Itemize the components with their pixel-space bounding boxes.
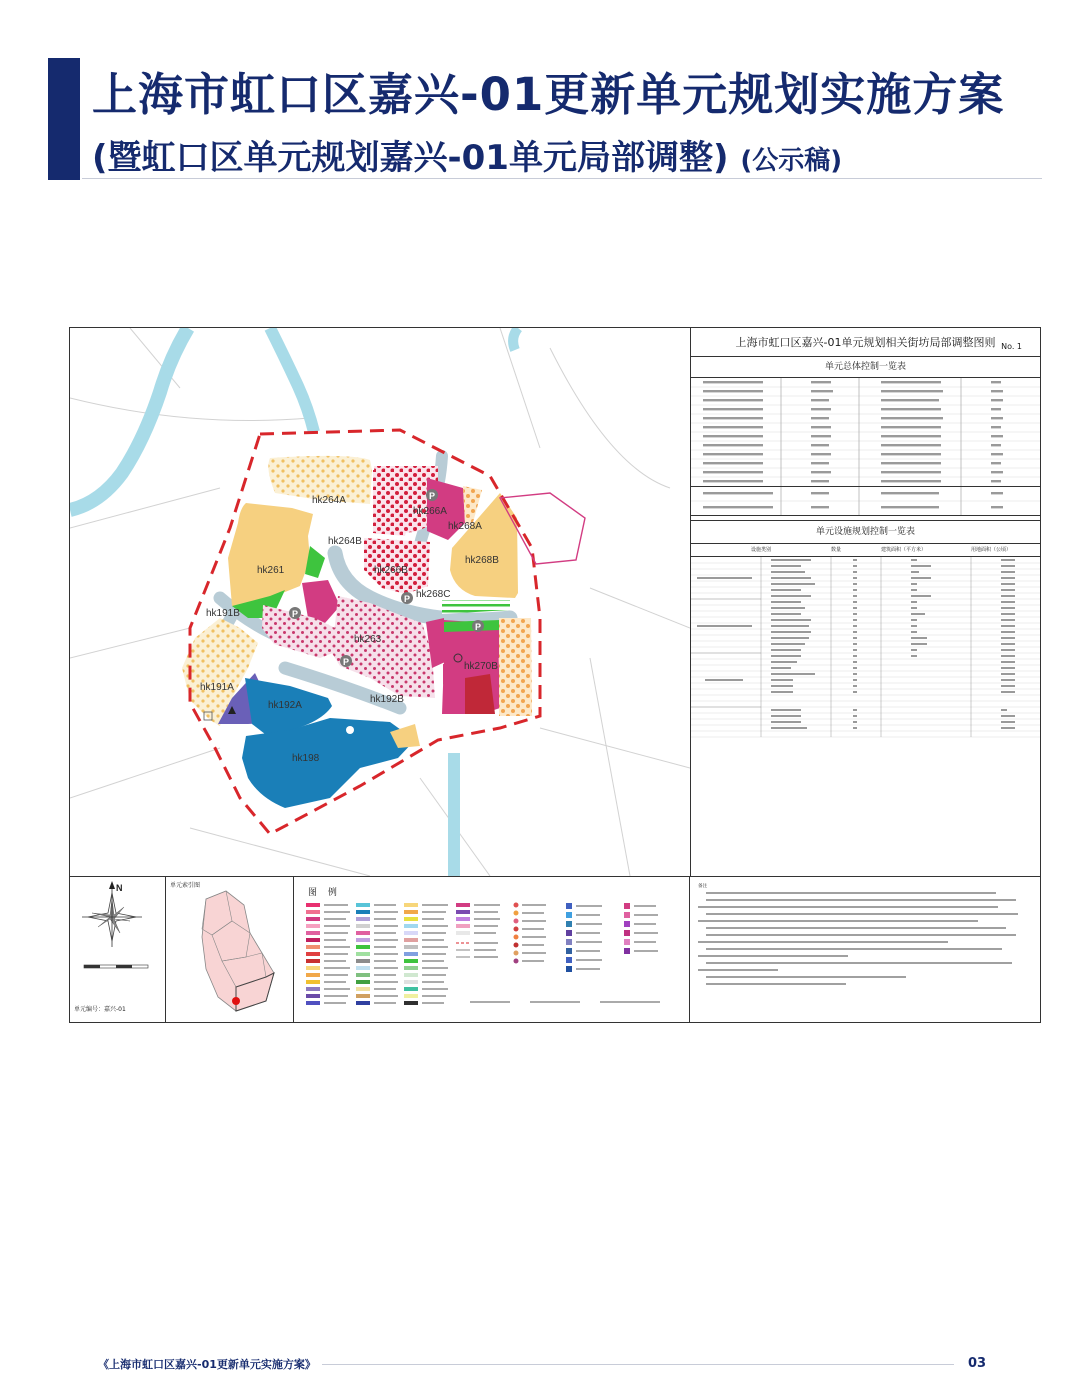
legend-title: 图 例 xyxy=(308,888,341,898)
canal-west xyxy=(70,328,188,510)
facility-table xyxy=(691,557,1040,751)
canal-north xyxy=(270,328,314,432)
plot-label-hk263: hk263 xyxy=(354,634,382,645)
parking-label: P xyxy=(404,594,411,604)
compass-panel xyxy=(70,877,166,1023)
parking-label: P xyxy=(429,491,436,501)
plot-label-hk264a: hk264A xyxy=(312,495,346,506)
control-table xyxy=(691,378,1040,487)
panel-title-text: 上海市虹口区嘉兴-01单元规划相关街坊局部调整图则 xyxy=(735,336,996,349)
control-table-extra xyxy=(691,487,1040,516)
footer-divider xyxy=(322,1364,954,1365)
facility-col-floor-area: 建筑面积（平方米） xyxy=(881,547,927,553)
unit-code: 单元编号：嘉兴-01 xyxy=(74,1006,126,1013)
page-title: 上海市虹口区嘉兴-01更新单元规划实施方案 xyxy=(92,68,1005,121)
plot-label-hk198: hk198 xyxy=(292,753,320,764)
page-subtitle xyxy=(92,130,842,179)
unit-index-map xyxy=(166,877,294,1023)
title-divider xyxy=(82,178,1042,179)
plot-label-hk268a: hk268A xyxy=(448,521,482,532)
control-table-extra-grid xyxy=(691,487,1040,515)
control-table-title: 单元总体控制一览表 xyxy=(691,357,1040,378)
plot-label-hk261: hk261 xyxy=(257,565,285,576)
title-accent-bar xyxy=(48,58,80,180)
plot-label-hk264b: hk264B xyxy=(328,536,362,547)
plot-label-hk268b: hk268B xyxy=(465,555,499,566)
facility-table-title: 单元设施规划控制一览表 xyxy=(691,520,1040,544)
notes-text-lines xyxy=(698,890,1032,1010)
page-subtitle-main: (暨虹口区单元规划嘉兴-01单元局部调整) xyxy=(92,138,729,178)
plan-sheet xyxy=(69,327,1041,1023)
parking-label: P xyxy=(475,622,482,632)
legend-swatches xyxy=(294,877,688,1023)
notes-panel xyxy=(690,877,1040,1023)
plot-hk270b-south xyxy=(465,674,495,714)
sheet-footer-strip xyxy=(70,876,1040,1023)
unit-index-panel xyxy=(166,877,294,1023)
unit-index-title: 单元索引图 xyxy=(170,882,201,889)
facility-col-category: 设施类别 xyxy=(750,547,771,553)
plot-label-hk266a: hk266A xyxy=(413,506,447,517)
footer-doc-title: 《上海市虹口区嘉兴-01更新单元实施方案》 xyxy=(98,1358,316,1371)
plot-label-hk191a: hk191A xyxy=(200,682,234,693)
parking-label: P xyxy=(292,609,299,619)
sheet-number: No. 1 xyxy=(1001,342,1022,351)
facility-col-land-area: 用地面积（公顷） xyxy=(971,547,1012,553)
plot-label-hk268c: hk268C xyxy=(416,589,451,600)
north-arrow-icon: N xyxy=(116,883,123,893)
legend-panel xyxy=(294,877,690,1023)
page-number: 03 xyxy=(968,1356,987,1371)
plot-label-hk270b: hk270B xyxy=(464,661,498,672)
facility-col-count: 数量 xyxy=(831,547,842,553)
control-panel xyxy=(690,328,1040,876)
panel-title xyxy=(691,328,1040,357)
facility-marker-icon xyxy=(346,726,354,734)
control-table-grid xyxy=(691,378,1040,486)
plot-hk270b-east xyxy=(499,618,532,716)
notes-title: 备注 xyxy=(698,884,708,889)
facility-table-grid xyxy=(691,557,1040,747)
plot-label-hk192a: hk192A xyxy=(268,700,302,711)
canal-northeast xyxy=(513,328,518,350)
parking-label: P xyxy=(343,657,350,667)
plot-label-hk192b: hk192B xyxy=(370,694,404,705)
land-use-map xyxy=(70,328,690,876)
plot-label-hk191b: hk191B xyxy=(206,608,240,619)
plot-label-hk266b: hk266B xyxy=(374,565,408,576)
wind-rose xyxy=(70,877,164,987)
page-subtitle-suffix: (公示稿) xyxy=(740,146,843,176)
land-use-map-svg xyxy=(70,328,690,876)
facility-table-header xyxy=(691,544,1040,557)
